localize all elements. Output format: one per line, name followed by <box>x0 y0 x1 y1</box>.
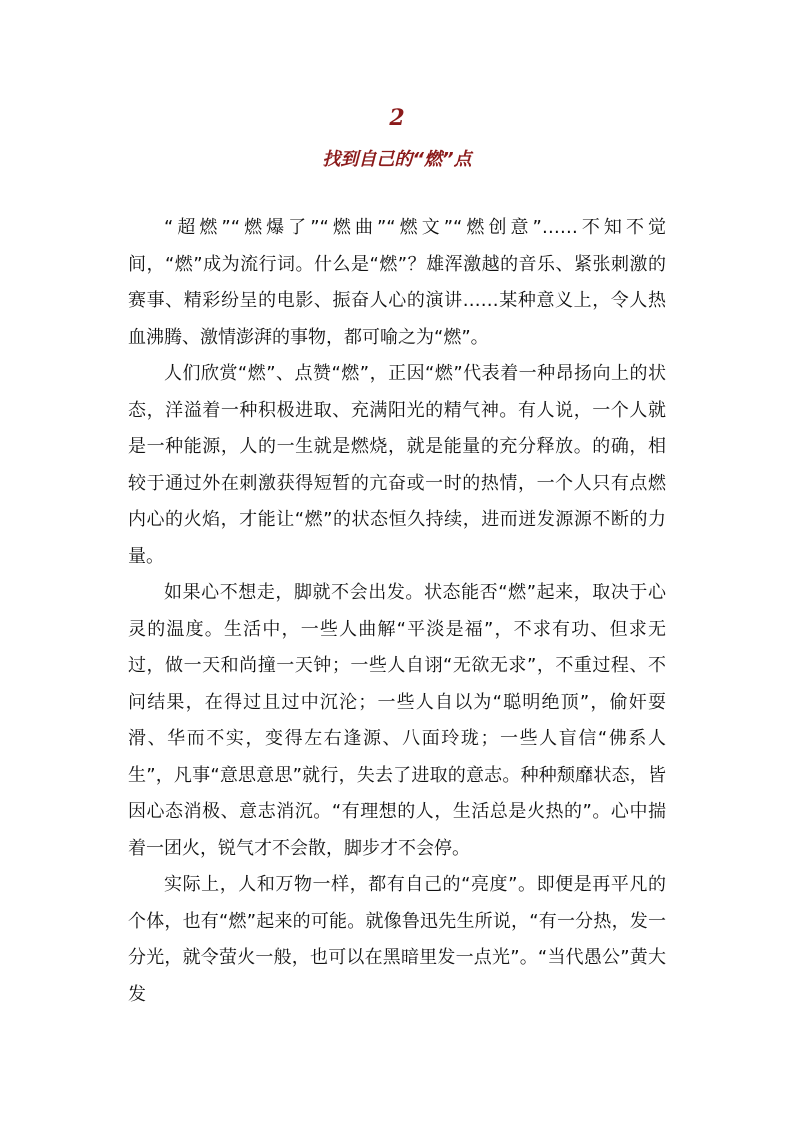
article-body <box>128 210 666 1013</box>
paragraph: 人们欣赏“燃”、点赞“燃”，正因“燃”代表着一种昂扬向上的状态，洋溢着一种积极进取、充满阳光的精气神。有人说，一个人就是一种能源，人的一生就是燃烧，就是能量的充分释放。的确，相较于通过外在刺激获得短暂的亢奋或一时的热情，一个人只有点燃内心的火焰，才能让“燃”的状态恒久持续，进而迸发源源不断的力量。 <box>128 363 666 567</box>
paragraph: 实际上，人和万物一样，都有自己的“亮度”。即便是再平凡的个体，也有“燃”起来的可能。就像鲁迅先生所说，“有一分热，发一分光，就令萤火一般，也可以在黑暗里发一点光”。“当代愚公”黄大发 <box>128 874 666 1005</box>
paragraph: 如果心不想走，脚就不会出发。状态能否“燃”起来，取决于心灵的温度。生活中，一些人曲解“平淡是福”，不求有功、但求无过，做一天和尚撞一天钟；一些人自诩“无欲无求”，不重过程、不问结果，在得过且过中沉沦；一些人自以为“聪明绝顶”，偷奸耍滑、华而不实，变得左右逢源、八面玲珑；一些人盲信“佛系人生”，凡事“意思意思”就行，失去了进取的意志。种种颓靡状态，皆因心态消极、意志消沉。“有理想的人，生活总是火热的”。心中揣着一团火，锐气才不会散，脚步才不会停。 <box>128 582 666 859</box>
article-title: 找到自己的“燃”点 <box>322 149 472 170</box>
chapter-number: 2 <box>389 105 405 131</box>
paragraph: “超燃”“燃爆了”“燃曲”“燃文”“燃创意”……不知不觉间，“燃”成为流行词。什么是“燃”？雄浑激越的音乐、紧张刺激的赛事、精彩纷呈的电影、振奋人心的演讲……某种意义上，令人热血沸腾、激情澎湃的事物，都可喻之为“燃”。 <box>128 217 666 348</box>
